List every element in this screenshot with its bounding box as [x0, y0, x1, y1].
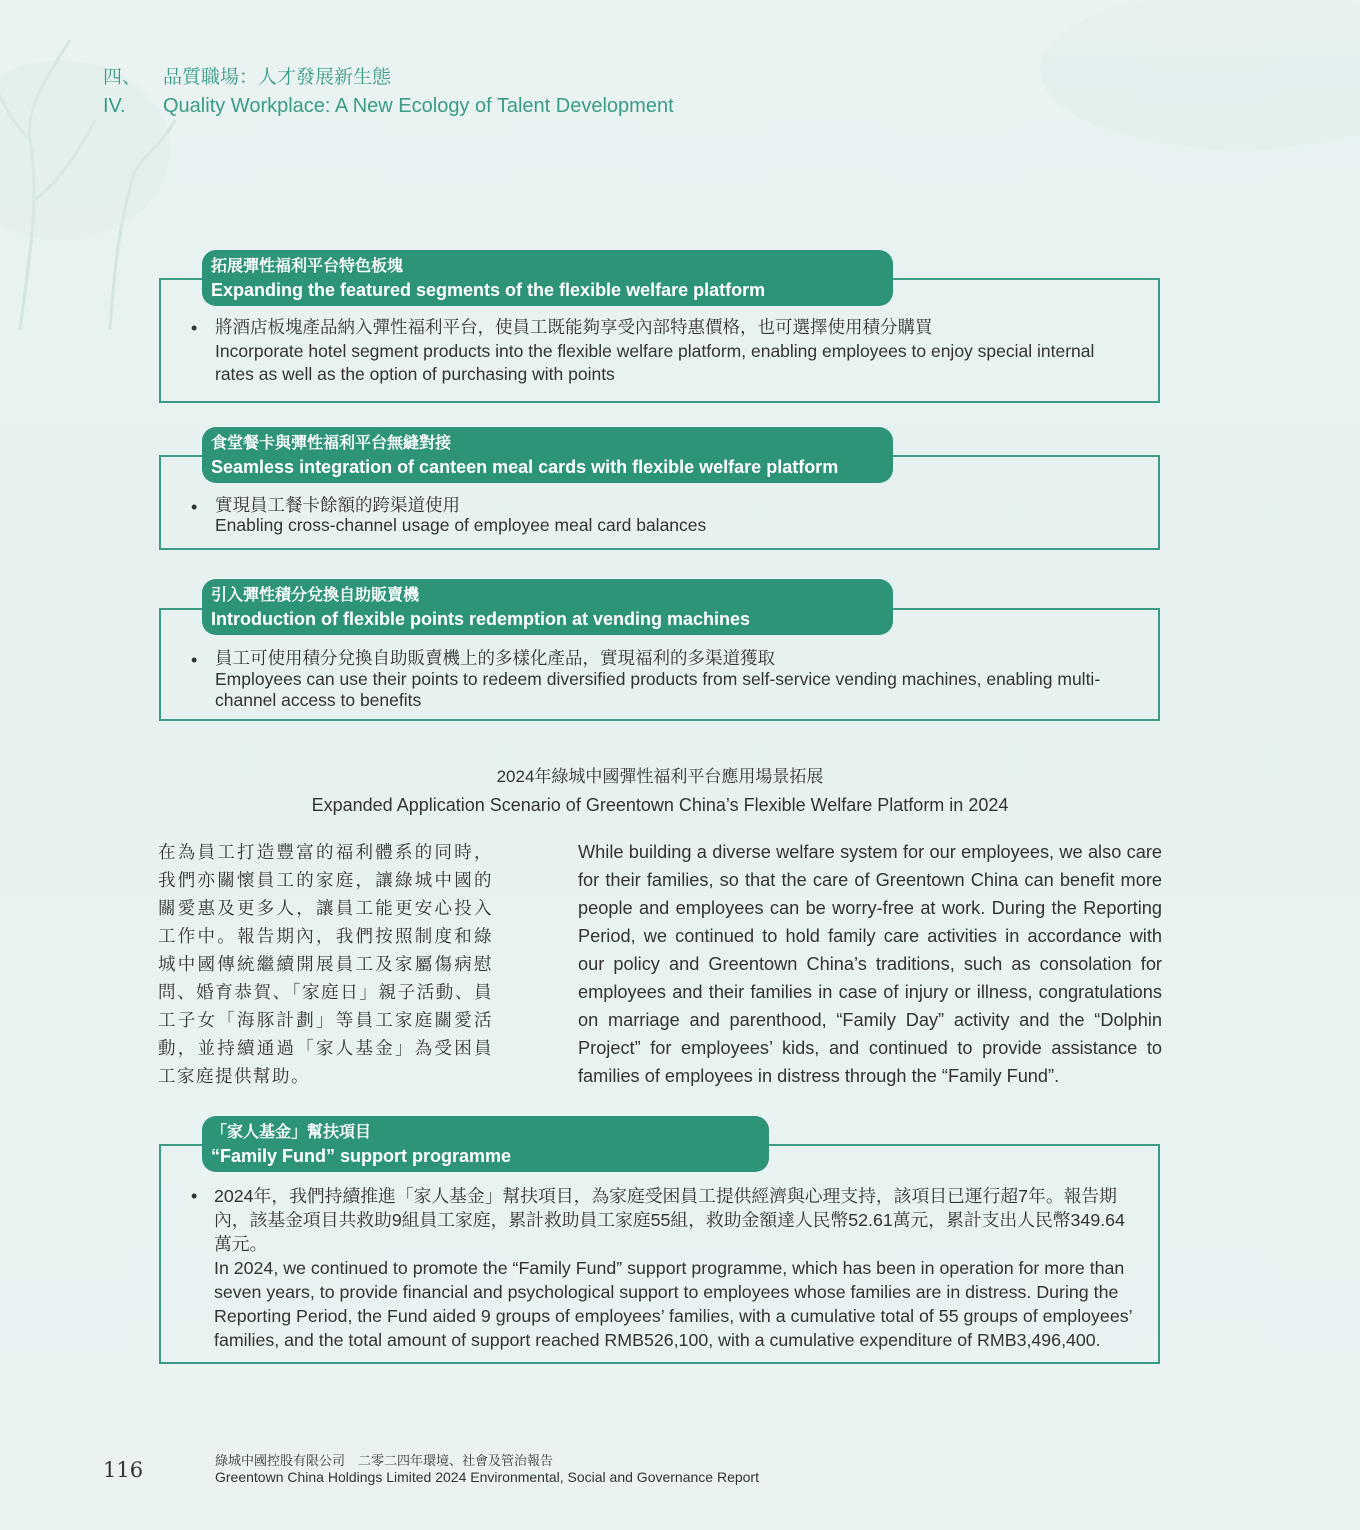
box-tab-title-en: Expanding the featured segments of the flexible welfare platform	[211, 280, 766, 300]
report-footer	[215, 1452, 759, 1486]
bullet-item	[191, 648, 1132, 711]
section-heading	[103, 64, 674, 120]
box-tab-title-en: Seamless integration of canteen meal cards with flexible welfare platform	[211, 457, 839, 477]
page-number: 116	[103, 1458, 144, 1482]
bullet-icon: •	[191, 318, 198, 338]
bullet-text-en: Employees can use their points to redeem diversified products from self-service vending machines, enabling multi-channel access to benefits	[215, 669, 1101, 710]
bullet-icon: •	[191, 650, 198, 670]
bullet-item	[191, 316, 1132, 387]
section-title-zh: 品質職場：人才發展新生態	[163, 67, 392, 88]
body-text-en: While building a diverse welfare system for our employees, we also care for their families, so that the care of Greentown China can benefit more people and employees can be worry-free at work. During the Reporting Period, we continued to hold family care activities in accordance with our policy and Greentown China’s traditions, such as consolation for employees and their families in case of injury or illness, congratulations on marriage and parenthood, “Family Day” activity and the “Dolphin Project” for employees’ kids, and continued to provide assistance to families of employees in distress through the “Family Fund”.	[578, 842, 1162, 1086]
box-tab-family-fund	[202, 1116, 769, 1172]
box-tab-vending-machines	[202, 579, 893, 635]
box-tab-title-en: “Family Fund” support programme	[211, 1146, 512, 1166]
section-heading-zh	[103, 64, 674, 92]
bullet-item	[191, 495, 1132, 535]
section-title-en: Quality Workplace: A New Ecology of Talent Development	[163, 95, 674, 117]
section-heading-en	[103, 92, 674, 120]
bullet-text-zh: 2024年，我們持續推進「家人基金」幫扶項目，為家庭受困員工提供經濟與心理支持，該項目已運行超7年。報告期內，該基金項目共救助9組員工家庭，累計救助員工家庭55組，救助金額達人民幣52.61萬元，累計支出人民幣349.64萬元。	[214, 1186, 1125, 1254]
bullet-icon: •	[191, 497, 198, 517]
box-tab-title-zh: 拓展彈性福利平台特色板塊	[211, 258, 404, 275]
figure-caption	[160, 763, 1160, 819]
report-footer-en: Greentown China Holdings Limited 2024 Environmental, Social and Governance Report	[215, 1469, 759, 1485]
section-number-en: IV.	[103, 95, 126, 117]
bullet-text-zh: 將酒店板塊產品納入彈性福利平台，使員工既能夠享受內部特惠價格，也可選擇使用積分購買	[215, 317, 933, 337]
box-tab-hotel-products	[202, 250, 893, 306]
report-footer-zh: 綠城中國控股有限公司 二零二四年環境、社會及管治報告	[215, 1453, 554, 1468]
box-tab-title-en: Introduction of flexible points redemption at vending machines	[211, 609, 751, 629]
figure-caption-en: Expanded Application Scenario of Greentown China’s Flexible Welfare Platform in 2024	[311, 795, 1009, 815]
bullet-text-en: Enabling cross-channel usage of employee meal card balances	[215, 515, 707, 535]
body-text-zh: 在為員工打造豐富的福利體系的同時，我們亦關懷員工的家庭，讓綠城中國的關愛惠及更多人，讓員工能更安心投入工作中。報告期內，我們按照制度和綠城中國傳統繼續開展員工及家屬傷病慰問、婚育恭賀、「家庭日」親子活動、員工子女「海豚計劃」等員工家庭關愛活動，並持續通過「家人基金」為受困員工家庭提供幫助。	[158, 842, 493, 1086]
box-tab-meal-cards	[202, 427, 893, 483]
box-tab-title-zh: 引入彈性積分兌換自助販賣機	[211, 587, 420, 604]
bullet-icon: •	[191, 1186, 198, 1206]
box-tab-title-zh: 食堂餐卡與彈性福利平台無縫對接	[211, 435, 452, 452]
bullet-text-zh: 員工可使用積分兌換自助販賣機上的多樣化產品，實現福利的多渠道獲取	[215, 648, 775, 668]
bullet-text-en: In 2024, we continued to promote the “Family Fund” support programme, which has been in operation for more than seven years, to provide financial and psychological support to employees whose families are in distress. During the Reporting Period, the Fund aided 9 groups of employees’ families, with a cumulative total of 55 groups of employees’ families, and the total amount of support reached RMB526,100, with a cumulative expenditure of RMB3,496,400.	[214, 1258, 1132, 1350]
bullet-text-zh: 實現員工餐卡餘額的跨渠道使用	[215, 495, 460, 515]
section-number-zh: 四、	[103, 67, 142, 88]
bullet-item	[191, 1184, 1132, 1352]
box-tab-title-zh: 「家人基金」幫扶項目	[211, 1124, 372, 1141]
bullet-text-en: Incorporate hotel segment products into the flexible welfare platform, enabling employees to enjoy special internal rates as well as the option of purchasing with points	[215, 340, 1095, 384]
info-box-family-fund	[159, 1144, 1160, 1364]
figure-caption-zh: 2024年綠城中國彈性福利平台應用場景拓展	[496, 767, 824, 786]
